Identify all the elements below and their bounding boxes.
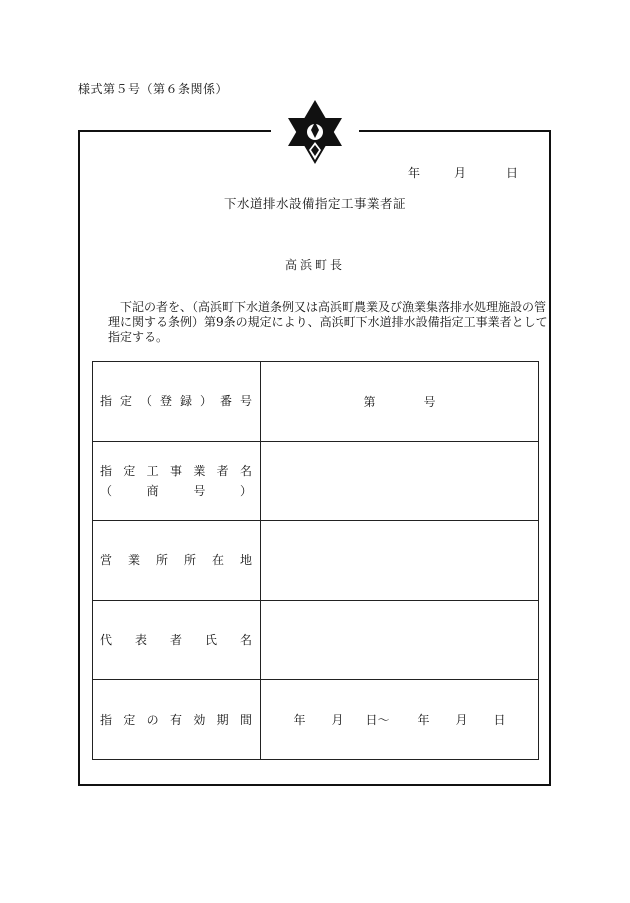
number-prefix: 第 (363, 394, 376, 409)
contractor-name-label: 指定工事業者名 （商号） (93, 441, 261, 521)
table-row (93, 441, 539, 521)
town-emblem-icon (286, 98, 344, 166)
representative-name-label: 代表者氏名 (93, 600, 261, 680)
certificate-title: 下水道排水設備指定工事業者証 (223, 196, 406, 211)
date-year: 年 (408, 166, 421, 180)
certificate-table (92, 361, 539, 760)
designation-number-value (261, 362, 539, 442)
table-row (93, 680, 539, 760)
issuer-name: 高浜町長 (284, 258, 345, 272)
number-suffix: 号 (423, 394, 436, 409)
office-address-label: 営業所所在地 (93, 521, 261, 601)
date-day: 日 (506, 166, 519, 180)
validity-period-value: 年 月 日〜 年 月 日 (261, 680, 539, 760)
date-month: 月 (454, 166, 467, 180)
designation-number-label: 指定（登録）番号 (93, 362, 261, 442)
validity-period-label: 指定の有効期間 (93, 680, 261, 760)
table-row (93, 600, 539, 680)
designation-statement: 下記の者を、（高浜町下水道条例又は高浜町農業及び漁業集落排水処理施設の管理に関する条例）第9条の規定により、高浜町下水道排水設備指定工事業者として指定する。 (108, 300, 548, 344)
issue-date (408, 164, 518, 181)
representative-name-value (261, 600, 539, 680)
form-number: 様式第５号（第６条関係） (78, 82, 229, 96)
table-row (93, 362, 539, 442)
table-row (93, 521, 539, 601)
office-address-value (261, 521, 539, 601)
contractor-name-value (261, 441, 539, 521)
